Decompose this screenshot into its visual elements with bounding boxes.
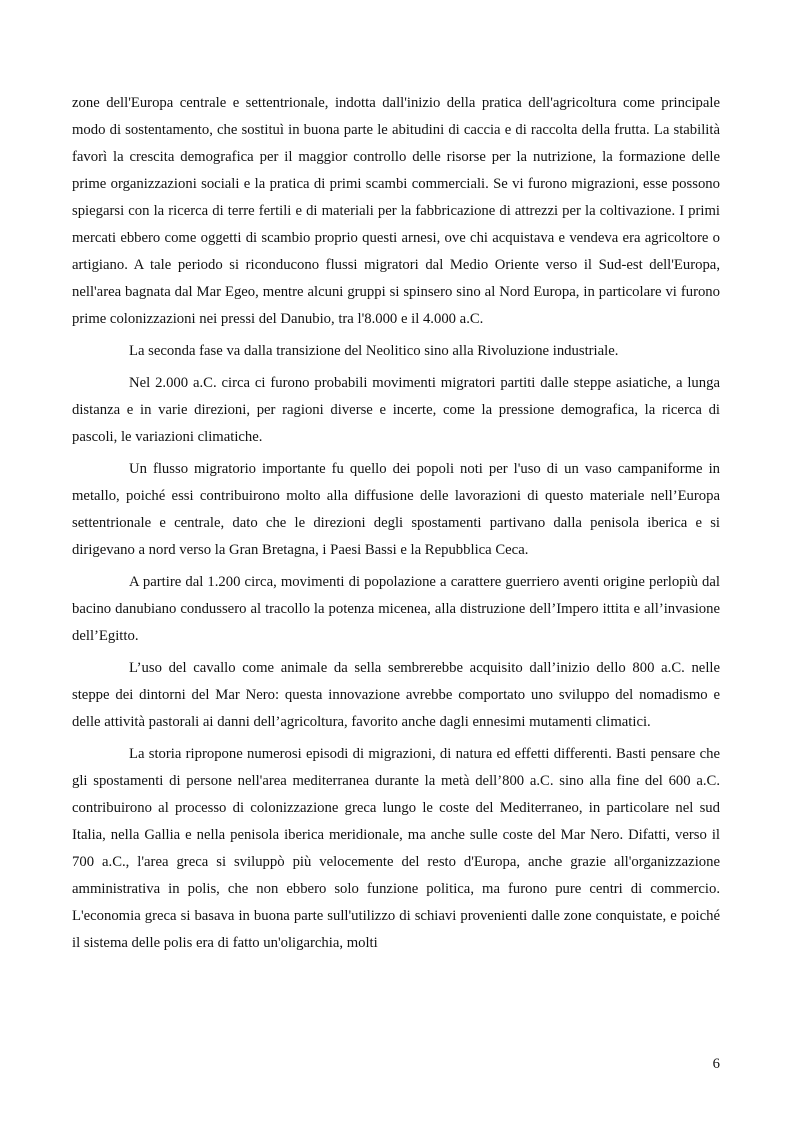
paragraph-7: La storia ripropone numerosi episodi di migrazioni, di natura ed effetti differenti. Basti pensare che gli spostamenti di persone nell'area mediterranea durante la metà dell’800 a.C. sino alla fine del 600 a.C. contribuirono al processo di colonizzazione greca lungo le coste del Mediterraneo, in particolare nel sud Italia, nella Gallia e nella penisola iberica meridionale, ma anche sulle coste del Mar Nero. Difatti, verso il 700 a.C., l'area greca si sviluppò più velocemente del resto d'Europa, anche grazie all'organizzazione amministrativa in polis, che non ebbero solo funzione politica, ma furono pure centri di commercio. L'economia greca si basava in buona parte sull'utilizzo di schiavi provenienti dalle zone conquistate, e poiché il sistema delle polis era di fatto un'oligarchia, molti (72, 746, 720, 951)
paragraph-2: La seconda fase va dalla transizione del Neolitico sino alla Rivoluzione industriale. (129, 343, 619, 359)
paragraph-6: L’uso del cavallo come animale da sella sembrerebbe acquisito dall’inizio dello 800 a.C. nelle steppe dei dintorni del Mar Nero: questa innovazione avrebbe comportato uno sviluppo del nomadismo e delle attività pastorali ai danni dell’agricoltura, favorito anche dagli ennesimi mutamenti climatici. (72, 660, 720, 730)
paragraph-3: Nel 2.000 a.C. circa ci furono probabili movimenti migratori partiti dalle steppe asiatiche, a lunga distanza e in varie direzioni, per ragioni diverse e incerte, come la pressione demografica, la ricerca di pascoli, le variazioni climatiche. (72, 375, 720, 445)
paragraph-1: zone dell'Europa centrale e settentrionale, indotta dall'inizio della pratica dell'agricoltura come principale modo di sostentamento, che sostituì in buona parte le abitudini di caccia e di raccolta della frutta. La stabilità favorì la crescita demografica per il maggior controllo delle risorse per la nutrizione, la formazione delle prime organizzazioni sociali e la pratica di primi scambi commerciali. Se vi furono migrazioni, esse possono spiegarsi con la ricerca di terre fertili e di materiali per la fabbricazione di attrezzi per la coltivazione. I primi mercati ebbero come oggetti di scambio proprio questi arnesi, ove chi acquistava e vendeva era agricoltore o artigiano. A tale periodo si riconducono flussi migratori dal Medio Oriente verso il Sud-est dell'Europa, nell'area bagnata dal Mar Egeo, mentre alcuni gruppi si spinsero sino al Nord Europa, in particolare vi furono prime colonizzazioni nei pressi del Danubio, tra l'8.000 e il 4.000 a.C. (72, 95, 720, 327)
page-number: 6 (712, 1056, 720, 1072)
paragraph-5: A partire dal 1.200 circa, movimenti di popolazione a carattere guerriero aventi origine perlopiù dal bacino danubiano condussero al tracollo la potenza micenea, alla distruzione dell’Impero ittita e all’invasione dell’Egitto. (72, 574, 720, 644)
page-body (72, 90, 720, 962)
paragraph-4: Un flusso migratorio importante fu quello dei popoli noti per l'uso di un vaso campaniforme in metallo, poiché essi contribuirono molto alla diffusione delle lavorazioni di questo materiale nell’Europa settentrionale e centrale, dato che le direzioni degli spostamenti partivano dalla penisola iberica e si dirigevano a nord verso la Gran Bretagna, i Paesi Bassi e la Repubblica Ceca. (72, 461, 720, 558)
